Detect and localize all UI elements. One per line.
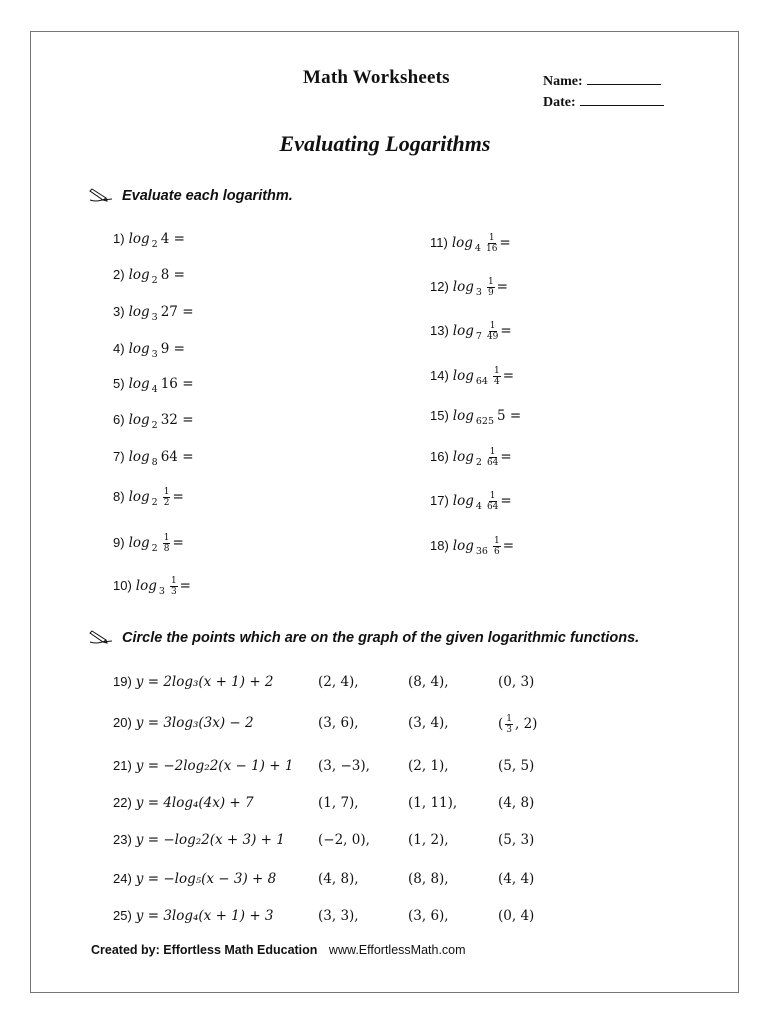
equals-sign: = — [182, 449, 194, 465]
function-equation — [113, 831, 285, 849]
log-question[interactable] — [430, 491, 512, 516]
log-base: 2 — [151, 420, 158, 431]
fraction-numerator: 1 — [506, 714, 513, 724]
equals-sign: = — [173, 341, 185, 357]
point-text: (0, 4) — [498, 908, 535, 924]
equals-sign: = — [172, 535, 184, 551]
point-option[interactable] — [498, 673, 534, 691]
point-option[interactable] — [318, 794, 359, 812]
point-option[interactable] — [498, 831, 534, 849]
fraction-denominator: 49 — [486, 332, 499, 342]
fraction — [487, 491, 498, 512]
fraction-numerator: 1 — [163, 487, 170, 497]
question-number: 21) — [113, 758, 132, 773]
point-open: ( — [498, 716, 504, 732]
log-question[interactable] — [113, 533, 184, 558]
equals-sign: = — [509, 408, 522, 424]
log-word: log — [128, 376, 150, 392]
question-number: 6) — [113, 412, 125, 427]
equals-sign: = — [500, 323, 512, 339]
log-word: log — [128, 449, 150, 465]
point-text: (2, 4), — [318, 674, 359, 690]
fraction-denominator: 9 — [487, 288, 494, 298]
log-question[interactable] — [113, 230, 185, 254]
log-word: log — [128, 341, 150, 357]
fraction-numerator: 1 — [170, 576, 177, 586]
equals-sign: = — [496, 279, 508, 295]
fraction — [486, 233, 497, 254]
log-question[interactable] — [113, 576, 191, 601]
question-number: 19) — [113, 674, 132, 689]
equals-sign: = — [179, 578, 191, 594]
log-question[interactable] — [113, 411, 194, 435]
point-close: , 2) — [515, 716, 538, 732]
point-option[interactable] — [408, 714, 449, 732]
point-option[interactable] — [498, 714, 537, 735]
log-base: 36 — [475, 546, 488, 557]
equation-text: y = 2log₃(x + 1) + 2 — [135, 674, 274, 690]
point-option[interactable] — [408, 757, 449, 775]
log-base: 2 — [151, 275, 158, 286]
log-question[interactable] — [430, 536, 514, 561]
equation-text: y = −2log₂2(x − 1) + 1 — [135, 758, 294, 774]
point-text: (3, 4), — [408, 715, 449, 731]
point-text: (8, 8), — [408, 871, 449, 887]
point-option[interactable] — [408, 907, 449, 925]
question-number: 1) — [113, 231, 125, 246]
equals-sign: = — [182, 376, 194, 392]
question-number: 18) — [430, 538, 449, 553]
log-word: log — [452, 279, 474, 295]
fraction-numerator: 1 — [493, 366, 500, 376]
log-argument: 64 — [160, 449, 183, 465]
point-text: (−2, 0), — [318, 832, 370, 848]
question-number: 5) — [113, 376, 125, 391]
log-argument: 8 — [160, 267, 174, 283]
log-base: 3 — [475, 287, 482, 298]
log-word: log — [128, 231, 150, 247]
point-option[interactable] — [318, 907, 359, 925]
fraction — [493, 366, 501, 387]
point-text: (3, 3), — [318, 908, 359, 924]
date-field[interactable] — [543, 93, 664, 111]
equals-sign: = — [500, 493, 512, 509]
fraction-denominator: 6 — [493, 547, 500, 557]
question-number: 15) — [430, 408, 449, 423]
fraction-numerator: 1 — [488, 233, 495, 243]
equals-sign: = — [500, 449, 512, 465]
point-text: (1, 7), — [318, 795, 359, 811]
point-option[interactable] — [408, 870, 449, 888]
worksheet-header-title: Math Worksheets — [303, 67, 450, 88]
log-word: log — [452, 408, 474, 424]
log-question[interactable] — [113, 448, 194, 472]
question-number: 25) — [113, 908, 132, 923]
point-option[interactable] — [498, 757, 534, 775]
question-number: 7) — [113, 449, 125, 464]
function-equation — [113, 870, 276, 888]
fraction-numerator: 1 — [163, 533, 170, 543]
equation-text: y = −log₂2(x + 3) + 1 — [135, 832, 285, 848]
log-argument: 4 — [160, 231, 174, 247]
question-number: 22) — [113, 795, 132, 810]
question-number: 12) — [430, 279, 449, 294]
equation-text: y = 4log₄(4x) + 7 — [135, 795, 254, 811]
point-text: (4, 8), — [318, 871, 359, 887]
point-text: (5, 3) — [498, 832, 535, 848]
log-word: log — [451, 235, 473, 251]
point-text: (1, 11), — [408, 795, 458, 811]
log-base: 3 — [158, 586, 165, 597]
point-option[interactable] — [498, 870, 534, 888]
question-number: 2) — [113, 267, 125, 282]
function-equation — [113, 794, 254, 812]
log-question[interactable] — [430, 447, 512, 472]
log-base: 4 — [475, 501, 482, 512]
footer-website[interactable]: www.EffortlessMath.com — [328, 943, 466, 957]
log-base: 64 — [475, 376, 488, 387]
log-word: log — [452, 538, 474, 554]
log-question[interactable] — [430, 233, 511, 258]
log-question[interactable] — [113, 266, 185, 290]
question-number: 23) — [113, 832, 132, 847]
name-field[interactable] — [543, 72, 661, 90]
function-equation — [113, 673, 274, 691]
point-text: (4, 8) — [498, 795, 535, 811]
fraction-numerator: 1 — [489, 321, 496, 331]
date-blank[interactable] — [580, 93, 664, 106]
log-question[interactable] — [430, 277, 508, 302]
fraction — [163, 487, 171, 508]
log-word: log — [135, 578, 157, 594]
equation-text: y = 3log₄(x + 1) + 3 — [135, 908, 274, 924]
question-number: 14) — [430, 368, 449, 383]
log-word: log — [452, 449, 474, 465]
equals-sign: = — [502, 538, 515, 554]
function-equation — [113, 907, 274, 925]
footer-created-by: Created by: Effortless Math Education — [91, 943, 318, 957]
name-blank[interactable] — [587, 72, 661, 85]
fraction-denominator: 2 — [163, 498, 170, 508]
log-base: 2 — [475, 457, 482, 468]
fraction — [487, 321, 498, 342]
pencil-icon — [88, 187, 114, 203]
question-number: 3) — [113, 304, 125, 319]
fraction-denominator: 16 — [485, 244, 498, 254]
fraction-denominator: 4 — [493, 377, 500, 387]
question-number: 24) — [113, 871, 132, 886]
log-word: log — [452, 493, 474, 509]
log-base: 8 — [151, 457, 158, 468]
log-question[interactable] — [113, 487, 184, 512]
point-text: (4, 4) — [498, 871, 535, 887]
point-option[interactable] — [318, 673, 359, 691]
question-number: 8) — [113, 489, 125, 504]
name-label: Name: — [543, 74, 583, 89]
log-base: 2 — [151, 543, 158, 554]
equals-sign: = — [173, 267, 185, 283]
function-equation — [113, 714, 254, 732]
function-equation — [113, 757, 293, 775]
fraction — [505, 714, 513, 735]
point-text: (1, 2), — [408, 832, 449, 848]
fraction-denominator: 8 — [163, 544, 170, 554]
fraction-numerator: 1 — [489, 447, 496, 457]
footer — [91, 943, 466, 957]
equals-sign: = — [502, 368, 515, 384]
pencil-icon — [88, 629, 114, 645]
point-text: (0, 3) — [498, 674, 535, 690]
question-number: 4) — [113, 341, 125, 356]
point-option[interactable] — [408, 794, 457, 812]
point-text: (3, 6), — [408, 908, 449, 924]
equals-sign: = — [172, 489, 184, 505]
equation-text: y = −log₅(x − 3) + 8 — [135, 871, 277, 887]
instruction-text: Circle the points which are on the graph of the given logarithmic functions. — [122, 630, 640, 646]
date-label: Date: — [543, 95, 576, 110]
log-argument: 32 — [160, 412, 183, 428]
log-question[interactable] — [113, 303, 194, 327]
log-question[interactable] — [430, 407, 521, 431]
equals-sign: = — [173, 231, 185, 247]
point-text: (3, −3), — [318, 758, 370, 774]
point-text: (3, 6), — [318, 715, 359, 731]
question-number: 13) — [430, 323, 449, 338]
instruction-evaluate — [88, 187, 293, 204]
point-text: (8, 4), — [408, 674, 449, 690]
log-argument: 9 — [160, 341, 174, 357]
log-question[interactable] — [430, 366, 514, 391]
log-argument: 16 — [160, 376, 183, 392]
fraction — [170, 576, 178, 597]
equals-sign: = — [182, 412, 194, 428]
point-text: (2, 1), — [408, 758, 449, 774]
log-word: log — [452, 323, 474, 339]
fraction-denominator: 64 — [486, 502, 499, 512]
point-option[interactable] — [498, 907, 534, 925]
fraction — [493, 536, 501, 557]
equation-text: y = 3log₃(3x) − 2 — [135, 715, 254, 731]
point-option[interactable] — [318, 870, 359, 888]
log-word: log — [128, 535, 150, 551]
log-question[interactable] — [113, 340, 185, 364]
fraction — [487, 447, 498, 468]
point-option[interactable] — [498, 794, 534, 812]
point-option[interactable] — [408, 831, 449, 849]
log-base: 2 — [151, 239, 158, 250]
log-question[interactable] — [430, 321, 512, 346]
log-word: log — [128, 489, 150, 505]
question-number: 10) — [113, 578, 132, 593]
log-base: 4 — [474, 243, 481, 254]
question-number: 16) — [430, 449, 449, 464]
point-option[interactable] — [318, 714, 359, 732]
instruction-text: Evaluate each logarithm. — [122, 188, 293, 204]
log-base: 3 — [151, 349, 158, 360]
log-base: 7 — [475, 331, 482, 342]
fraction — [163, 533, 171, 554]
question-number: 11) — [430, 235, 448, 250]
page-title: Evaluating Logarithms — [279, 131, 491, 156]
log-base: 2 — [151, 497, 158, 508]
question-number: 20) — [113, 715, 132, 730]
log-word: log — [128, 267, 150, 283]
fraction-denominator: 3 — [170, 587, 177, 597]
log-word: log — [452, 368, 474, 384]
fraction-denominator: 64 — [486, 458, 499, 468]
log-question[interactable] — [113, 375, 194, 399]
point-option[interactable] — [318, 757, 370, 775]
equals-sign: = — [182, 304, 194, 320]
log-word: log — [128, 412, 150, 428]
fraction-numerator: 1 — [489, 491, 496, 501]
log-base: 625 — [475, 416, 495, 427]
question-number: 17) — [430, 493, 449, 508]
fraction-numerator: 1 — [493, 536, 500, 546]
fraction — [487, 277, 495, 298]
point-option[interactable] — [318, 831, 370, 849]
question-number: 9) — [113, 535, 125, 550]
point-text: (5, 5) — [498, 758, 535, 774]
fraction-denominator: 3 — [506, 725, 513, 735]
log-argument: 27 — [160, 304, 183, 320]
log-base: 3 — [151, 312, 158, 323]
log-word: log — [128, 304, 150, 320]
log-argument: 5 — [497, 408, 510, 424]
fraction-numerator: 1 — [487, 277, 494, 287]
equals-sign: = — [499, 235, 511, 251]
log-base: 4 — [151, 384, 158, 395]
point-option[interactable] — [408, 673, 449, 691]
instruction-circle — [88, 629, 639, 646]
